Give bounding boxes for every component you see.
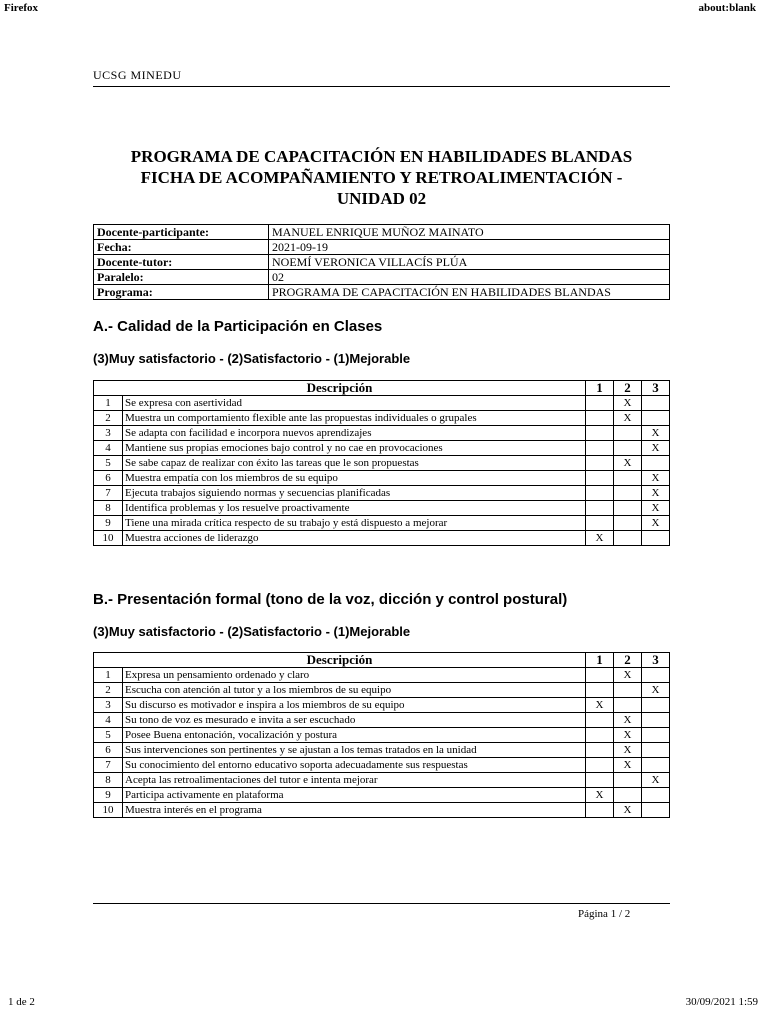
section-a-table — [93, 380, 670, 546]
row-number: 9 — [94, 516, 123, 531]
info-row — [94, 255, 670, 270]
row-number: 6 — [94, 743, 123, 758]
score-3-cell — [642, 668, 670, 683]
title-line-3: UNIDAD 02 — [336, 189, 427, 208]
info-row — [94, 270, 670, 285]
row-description: Mantiene sus propias emociones bajo control y no cae en provocaciones — [123, 441, 586, 456]
table-row — [94, 426, 670, 441]
info-value: MANUEL ENRIQUE MUÑOZ MAINATO — [269, 225, 670, 240]
score-2-cell: X — [614, 713, 642, 728]
table-row — [94, 698, 670, 713]
score-2-cell — [614, 501, 642, 516]
row-description: Participa activamente en plataforma — [123, 788, 586, 803]
header-rule — [93, 86, 670, 87]
table-row — [94, 683, 670, 698]
row-number: 1 — [94, 668, 123, 683]
score-1-cell — [586, 471, 614, 486]
table-row — [94, 728, 670, 743]
row-number: 4 — [94, 441, 123, 456]
score-2-cell — [614, 426, 642, 441]
row-number: 7 — [94, 486, 123, 501]
row-number: 8 — [94, 501, 123, 516]
score-2-cell — [614, 516, 642, 531]
row-description: Muestra empatía con los miembros de su equipo — [123, 471, 586, 486]
score-1-cell — [586, 396, 614, 411]
score-2-cell — [614, 788, 642, 803]
score-3-cell: X — [642, 426, 670, 441]
print-page-count: 1 de 2 — [8, 996, 35, 1008]
row-number: 2 — [94, 411, 123, 426]
score-3-cell — [642, 743, 670, 758]
score-1-cell — [586, 743, 614, 758]
score-1-cell — [586, 501, 614, 516]
score-2-header: 2 — [614, 381, 642, 396]
score-3-cell: X — [642, 773, 670, 788]
row-description: Su discurso es motivador e inspira a los miembros de su equipo — [123, 698, 586, 713]
section-b-scale: (3)Muy satisfactorio - (2)Satisfactorio - (1)Mejorable — [93, 624, 411, 639]
score-2-cell: X — [614, 803, 642, 818]
table-row — [94, 471, 670, 486]
info-value: 2021-09-19 — [269, 240, 670, 255]
score-1-cell — [586, 441, 614, 456]
score-2-header: 2 — [614, 653, 642, 668]
row-number: 4 — [94, 713, 123, 728]
row-number: 3 — [94, 698, 123, 713]
score-2-cell: X — [614, 728, 642, 743]
score-1-header: 1 — [586, 381, 614, 396]
row-number: 6 — [94, 471, 123, 486]
row-description: Escucha con atención al tutor y a los miembros de su equipo — [123, 683, 586, 698]
score-3-cell — [642, 788, 670, 803]
score-3-cell — [642, 698, 670, 713]
score-2-cell — [614, 441, 642, 456]
table-row — [94, 501, 670, 516]
score-3-cell: X — [642, 683, 670, 698]
score-1-cell: X — [586, 531, 614, 546]
row-number: 10 — [94, 803, 123, 818]
score-2-cell — [614, 486, 642, 501]
score-1-cell — [586, 668, 614, 683]
score-2-cell: X — [614, 743, 642, 758]
score-3-cell — [642, 531, 670, 546]
score-1-header: 1 — [586, 653, 614, 668]
title-line-2: FICHA DE ACOMPAÑAMIENTO Y RETROALIMENTACIÓN - — [140, 168, 623, 187]
table-row — [94, 788, 670, 803]
table-row — [94, 516, 670, 531]
score-1-cell — [586, 728, 614, 743]
score-3-cell: X — [642, 501, 670, 516]
title-line-1: PROGRAMA DE CAPACITACIÓN EN HABILIDADES BLANDAS — [130, 147, 633, 166]
score-3-cell — [642, 456, 670, 471]
row-description: Muestra interés en el programa — [123, 803, 586, 818]
info-label: Programa: — [94, 285, 269, 300]
row-number: 5 — [94, 728, 123, 743]
score-3-cell: X — [642, 471, 670, 486]
institution-header: UCSG MINEDU — [93, 68, 182, 82]
info-label: Fecha: — [94, 240, 269, 255]
score-3-cell — [642, 411, 670, 426]
page-number: Página 1 / 2 — [578, 908, 631, 920]
row-number: 7 — [94, 758, 123, 773]
table-row — [94, 411, 670, 426]
score-1-cell — [586, 758, 614, 773]
score-2-cell — [614, 698, 642, 713]
row-description: Se adapta con facilidad e incorpora nuevos aprendizajes — [123, 426, 586, 441]
score-1-cell — [586, 803, 614, 818]
score-3-cell: X — [642, 516, 670, 531]
score-1-cell — [586, 426, 614, 441]
score-2-cell: X — [614, 411, 642, 426]
row-description: Posee Buena entonación, vocalización y postura — [123, 728, 586, 743]
info-value: PROGRAMA DE CAPACITACIÓN EN HABILIDADES BLANDAS — [269, 285, 670, 300]
footer-rule — [93, 903, 670, 904]
row-description: Sus intervenciones son pertinentes y se ajustan a los temas tratados en la unidad — [123, 743, 586, 758]
info-value: NOEMÍ VERONICA VILLACÍS PLÚA — [269, 255, 670, 270]
score-1-cell — [586, 486, 614, 501]
score-2-cell — [614, 531, 642, 546]
table-header-row — [94, 653, 670, 668]
table-row — [94, 396, 670, 411]
info-row — [94, 225, 670, 240]
table-row — [94, 456, 670, 471]
score-1-cell — [586, 411, 614, 426]
info-row — [94, 240, 670, 255]
score-1-cell — [586, 773, 614, 788]
row-description: Se sabe capaz de realizar con éxito las tareas que le son propuestas — [123, 456, 586, 471]
score-2-cell: X — [614, 456, 642, 471]
table-row — [94, 441, 670, 456]
section-a-scale: (3)Muy satisfactorio - (2)Satisfactorio - (1)Mejorable — [93, 351, 411, 366]
score-2-cell — [614, 471, 642, 486]
score-3-cell: X — [642, 486, 670, 501]
score-3-cell — [642, 396, 670, 411]
row-number: 8 — [94, 773, 123, 788]
description-header: Descripción — [94, 381, 586, 396]
table-row — [94, 713, 670, 728]
score-2-cell: X — [614, 758, 642, 773]
table-row — [94, 486, 670, 501]
score-3-cell — [642, 728, 670, 743]
info-value: 02 — [269, 270, 670, 285]
row-number: 2 — [94, 683, 123, 698]
table-row — [94, 531, 670, 546]
table-row — [94, 803, 670, 818]
row-description: Acepta las retroalimentaciones del tutor e intenta mejorar — [123, 773, 586, 788]
row-description: Muestra un comportamiento flexible ante las propuestas individuales o grupales — [123, 411, 586, 426]
row-number: 10 — [94, 531, 123, 546]
info-label: Docente-tutor: — [94, 255, 269, 270]
table-header-row — [94, 381, 670, 396]
info-label: Paralelo: — [94, 270, 269, 285]
section-b-title: B.- Presentación formal (tono de la voz, dicción y control postural) — [93, 591, 568, 608]
row-description: Muestra acciones de liderazgo — [123, 531, 586, 546]
row-description: Tiene una mirada crítica respecto de su trabajo y está dispuesto a mejorar — [123, 516, 586, 531]
score-1-cell — [586, 713, 614, 728]
score-2-cell: X — [614, 396, 642, 411]
row-description: Su conocimiento del entorno educativo soporta adecuadamente sus respuestas — [123, 758, 586, 773]
score-3-cell: X — [642, 441, 670, 456]
participant-info-table — [93, 224, 670, 300]
score-2-cell — [614, 683, 642, 698]
score-1-cell — [586, 683, 614, 698]
table-row — [94, 668, 670, 683]
section-a-title: A.- Calidad de la Participación en Clases — [93, 318, 383, 335]
table-row — [94, 773, 670, 788]
score-1-cell: X — [586, 788, 614, 803]
score-1-cell: X — [586, 698, 614, 713]
score-3-header: 3 — [642, 381, 670, 396]
row-number: 3 — [94, 426, 123, 441]
score-3-cell — [642, 758, 670, 773]
score-1-cell — [586, 516, 614, 531]
row-number: 5 — [94, 456, 123, 471]
description-header: Descripción — [94, 653, 586, 668]
document-title — [93, 146, 670, 209]
info-label: Docente-participante: — [94, 225, 269, 240]
row-description: Se expresa con asertividad — [123, 396, 586, 411]
table-row — [94, 758, 670, 773]
row-description: Su tono de voz es mesurado e invita a ser escuchado — [123, 713, 586, 728]
row-description: Expresa un pensamiento ordenado y claro — [123, 668, 586, 683]
score-3-cell — [642, 713, 670, 728]
browser-name: Firefox — [4, 2, 39, 14]
row-description: Ejecuta trabajos siguiendo normas y secuencias planificadas — [123, 486, 586, 501]
score-3-cell — [642, 803, 670, 818]
score-1-cell — [586, 456, 614, 471]
page-url: about:blank — [698, 2, 756, 14]
info-row — [94, 285, 670, 300]
print-timestamp: 30/09/2021 1:59 — [685, 996, 758, 1008]
score-3-header: 3 — [642, 653, 670, 668]
row-number: 9 — [94, 788, 123, 803]
table-row — [94, 743, 670, 758]
row-number: 1 — [94, 396, 123, 411]
score-2-cell — [614, 773, 642, 788]
score-2-cell: X — [614, 668, 642, 683]
section-b-table — [93, 652, 670, 818]
row-description: Identifica problemas y los resuelve proactivamente — [123, 501, 586, 516]
